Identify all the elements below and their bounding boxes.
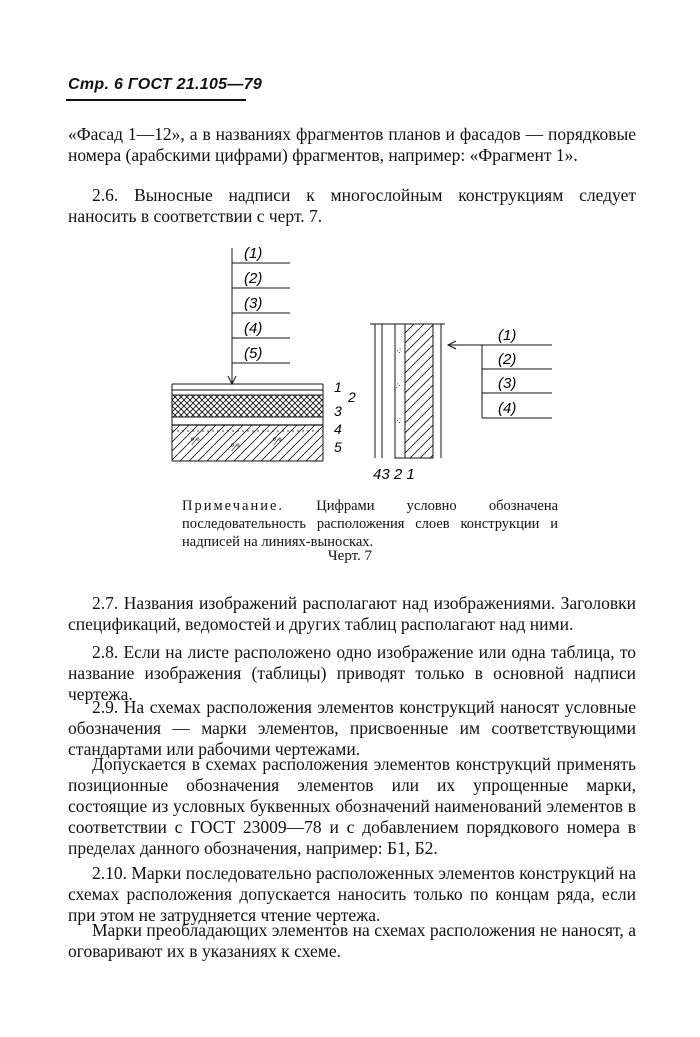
paragraph-facade-continuation: «Фасад 1—12», а в названиях фрагментов планов и фасадов — порядковые номера (арабскими цифрами) фрагментов, например: «Фрагмент 1». bbox=[68, 124, 636, 165]
left-label-4: (4) bbox=[244, 320, 263, 337]
left-label-5: (5) bbox=[244, 345, 263, 362]
paragraph-2-7: 2.7. Названия изображений располагают над изображениями. Заголовки спецификаций, ведомостей и других таблиц располагают над ними. bbox=[68, 593, 636, 634]
left-layer-number-5: 5 bbox=[334, 439, 342, 455]
right-layer-numbers: 43 2 1 bbox=[373, 466, 415, 483]
header-rule bbox=[66, 99, 246, 101]
right-label-3: (3) bbox=[498, 375, 517, 392]
aggregate-mark-1: °∕° bbox=[190, 437, 200, 448]
vertical-section bbox=[370, 324, 552, 483]
aggregate-mark-2: °∕° bbox=[230, 443, 240, 454]
left-label-1: (1) bbox=[244, 245, 263, 262]
paragraph-positional-designations: Допускается в схемах расположения элементов конструкций применять позиционные обозначения элементов или их упрощенные марки, состоящие из условных буквенных обозначений наименований элементов в соответствии с ГОСТ 23009—78 и с добавлением порядкового номера в пределах данного обозначения, например: Б1, Б2. bbox=[68, 754, 636, 858]
paragraph-2-8: 2.8. Если на листе расположено одно изображение или одна таблица, то название изображения (таблицы) приводят только в основной надписи чертежа. bbox=[68, 642, 636, 704]
left-layer-number-1: 1 bbox=[334, 379, 342, 395]
note-text: Цифрами условно обозначена последовательность расположения слоев конструкции и надписей на линиях-выносках. bbox=[182, 498, 559, 550]
left-label-2: (2) bbox=[244, 270, 263, 287]
dot-mark-2: :· bbox=[396, 381, 401, 390]
left-layer-number-2: 2 bbox=[348, 389, 356, 405]
left-label-3: (3) bbox=[244, 295, 263, 312]
note-lead: Примечание. bbox=[182, 498, 285, 514]
horizontal-section bbox=[172, 245, 356, 461]
paragraph-2-6: 2.6. Выносные надписи к многослойным конструкциям следует наносить в соответствии с черт. 7. bbox=[68, 185, 636, 226]
figure-caption: Черт. 7 bbox=[327, 548, 373, 564]
aggregate-mark-3: °∕° bbox=[272, 437, 282, 448]
right-label-1: (1) bbox=[498, 327, 517, 344]
layer-diagram bbox=[160, 238, 560, 488]
dot-mark-3: ·: bbox=[396, 416, 401, 425]
left-layer-number-3: 3 bbox=[334, 403, 342, 419]
dot-mark-1: ·: bbox=[396, 346, 401, 355]
paragraph-prevailing-marks: Марки преобладающих элементов на схемах расположения не наносят, а оговаривают их в указаниях к схеме. bbox=[68, 920, 636, 961]
right-label-4: (4) bbox=[498, 400, 517, 417]
figure-7 bbox=[160, 238, 560, 488]
paragraph-2-10: 2.10. Марки последовательно расположенных элементов конструкций на схемах расположения допускается наносить только по концам ряда, если при этом не затрудняется чтение чертежа. bbox=[68, 863, 636, 925]
paragraph-2-9: 2.9. На схемах расположения элементов конструкций наносят условные обозначения — марки элементов, присвоенные им соответствующими стандартами или рабочими чертежами. bbox=[68, 697, 636, 759]
left-layer-number-4: 4 bbox=[334, 421, 342, 437]
page-header: Стр. 6 ГОСТ 21.105—79 bbox=[68, 76, 263, 93]
figure-note bbox=[182, 497, 558, 551]
right-label-2: (2) bbox=[498, 351, 517, 368]
